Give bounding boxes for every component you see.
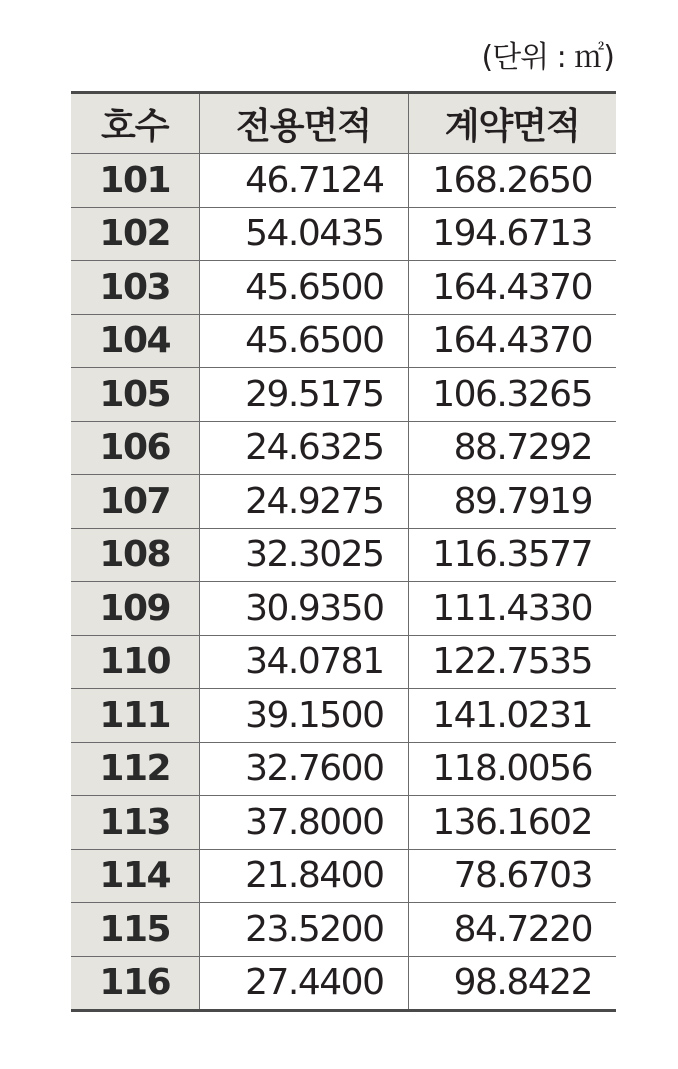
exclusive-area-cell: 27.4400 [199, 956, 408, 1011]
contract-area-cell: 89.7919 [408, 475, 616, 529]
table-row [71, 689, 616, 743]
unit-number-cell: 110 [71, 635, 199, 689]
exclusive-area-cell: 45.6500 [199, 261, 408, 315]
contract-area-cell: 88.7292 [408, 421, 616, 475]
unit-number-cell: 101 [71, 154, 199, 208]
table-row [71, 261, 616, 315]
contract-area-cell: 194.6713 [408, 207, 616, 261]
table-row [71, 421, 616, 475]
exclusive-area-cell: 24.6325 [199, 421, 408, 475]
header-exclusive-area: 전용면적 [199, 93, 408, 154]
table-row [71, 475, 616, 529]
table-row [71, 528, 616, 582]
table-header-row [71, 93, 616, 154]
unit-note: (단위 : ㎡) [481, 40, 614, 75]
unit-number-cell: 102 [71, 207, 199, 261]
unit-number-cell: 115 [71, 903, 199, 957]
exclusive-area-cell: 46.7124 [199, 154, 408, 208]
contract-area-cell: 168.2650 [408, 154, 616, 208]
contract-area-cell: 106.3265 [408, 368, 616, 422]
exclusive-area-cell: 23.5200 [199, 903, 408, 957]
unit-number-cell: 109 [71, 582, 199, 636]
table-row [71, 635, 616, 689]
table-row [71, 903, 616, 957]
table-row [71, 368, 616, 422]
contract-area-cell: 111.4330 [408, 582, 616, 636]
unit-number-cell: 104 [71, 314, 199, 368]
exclusive-area-cell: 32.3025 [199, 528, 408, 582]
exclusive-area-cell: 39.1500 [199, 689, 408, 743]
exclusive-area-cell: 45.6500 [199, 314, 408, 368]
table-row [71, 582, 616, 636]
exclusive-area-cell: 24.9275 [199, 475, 408, 529]
table-row [71, 154, 616, 208]
table-row [71, 742, 616, 796]
header-unit-number: 호수 [71, 93, 199, 154]
exclusive-area-cell: 34.0781 [199, 635, 408, 689]
unit-number-cell: 105 [71, 368, 199, 422]
exclusive-area-cell: 32.7600 [199, 742, 408, 796]
contract-area-cell: 78.6703 [408, 849, 616, 903]
contract-area-cell: 98.8422 [408, 956, 616, 1011]
unit-number-cell: 107 [71, 475, 199, 529]
unit-number-cell: 106 [71, 421, 199, 475]
area-table [71, 91, 616, 1012]
unit-number-cell: 111 [71, 689, 199, 743]
unit-number-cell: 103 [71, 261, 199, 315]
exclusive-area-cell: 37.8000 [199, 796, 408, 850]
header-contract-area: 계약면적 [408, 93, 616, 154]
table-row [71, 849, 616, 903]
contract-area-cell: 84.7220 [408, 903, 616, 957]
contract-area-cell: 164.4370 [408, 314, 616, 368]
unit-number-cell: 112 [71, 742, 199, 796]
unit-number-cell: 116 [71, 956, 199, 1011]
exclusive-area-cell: 30.9350 [199, 582, 408, 636]
exclusive-area-cell: 21.8400 [199, 849, 408, 903]
table-row [71, 314, 616, 368]
table-row [71, 796, 616, 850]
contract-area-cell: 118.0056 [408, 742, 616, 796]
exclusive-area-cell: 29.5175 [199, 368, 408, 422]
contract-area-cell: 141.0231 [408, 689, 616, 743]
unit-number-cell: 114 [71, 849, 199, 903]
unit-number-cell: 108 [71, 528, 199, 582]
table-row [71, 207, 616, 261]
exclusive-area-cell: 54.0435 [199, 207, 408, 261]
table-row [71, 956, 616, 1011]
contract-area-cell: 136.1602 [408, 796, 616, 850]
contract-area-cell: 116.3577 [408, 528, 616, 582]
unit-number-cell: 113 [71, 796, 199, 850]
contract-area-cell: 122.7535 [408, 635, 616, 689]
contract-area-cell: 164.4370 [408, 261, 616, 315]
